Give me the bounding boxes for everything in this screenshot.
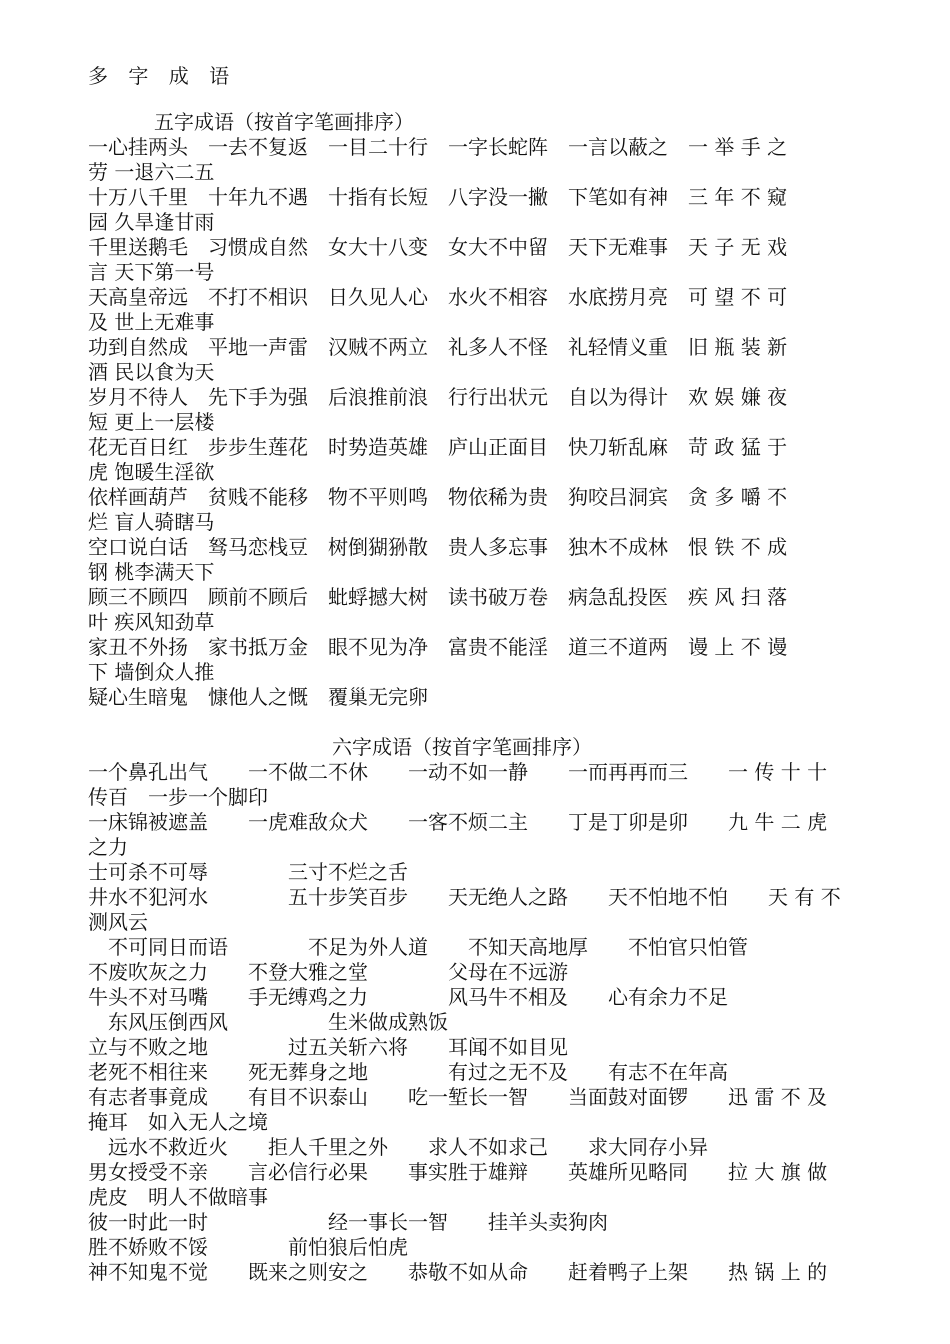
six-char-line: 东风压倒西风 生米做成熟饭 xyxy=(88,1010,448,1034)
five-char-line: 依样画葫芦 贫贱不能移 物不平则鸣 物依稀为贵 狗咬吕洞宾 贪 多 嚼 不 xyxy=(88,485,788,509)
five-char-line: 下 墙倒众人推 xyxy=(88,660,215,684)
six-char-line: 有志者事竟成 有目不识泰山 吃一堑长一智 当面鼓对面锣 迅 雷 不 及 xyxy=(88,1085,828,1109)
five-char-line: 顾三不顾四 顾前不顾后 蚍蜉撼大树 读书破万卷 病急乱投医 疾 风 扫 落 xyxy=(88,585,788,609)
five-char-line: 十万八千里 十年九不遇 十指有长短 八字没一撇 下笔如有神 三 年 不 窥 xyxy=(88,185,788,209)
six-char-line: 一个鼻孔出气 一不做二不休 一动不如一静 一而再再而三 一 传 十 十 xyxy=(88,760,828,784)
five-char-line: 岁月不待人 先下手为强 后浪推前浪 行行出状元 自以为得计 欢 娱 嫌 夜 xyxy=(88,385,788,409)
six-char-line: 彼一时此一时 经一事长一智 挂羊头卖狗肉 xyxy=(88,1210,608,1234)
six-char-line: 虎皮 明人不做暗事 xyxy=(88,1185,268,1209)
six-char-line: 之力 xyxy=(88,835,128,859)
six-char-line: 胜不娇败不馁 前怕狼后怕虎 xyxy=(88,1235,408,1259)
five-char-line: 短 更上一层楼 xyxy=(88,410,215,434)
five-char-line: 园 久旱逢甘雨 xyxy=(88,210,215,234)
six-char-section xyxy=(88,735,863,1285)
six-char-heading: 六字成语（按首字笔画排序） xyxy=(332,735,592,759)
six-char-line: 传百 一步一个脚印 xyxy=(88,785,268,809)
five-char-line: 千里送鹅毛 习惯成自然 女大十八变 女大不中留 天下无难事 天 子 无 戏 xyxy=(88,235,788,259)
five-char-line: 花无百日红 步步生莲花 时势造英雄 庐山正面目 快刀斩乱麻 苛 政 猛 于 xyxy=(88,435,788,459)
five-char-heading: 五字成语（按首字笔画排序） xyxy=(154,110,414,134)
six-char-line: 一床锦被遮盖 一虎难敌众犬 一客不烦二主 丁是丁卯是卯 九 牛 二 虎 xyxy=(88,810,828,834)
five-char-line: 酒 民以食为天 xyxy=(88,360,215,384)
five-char-line: 及 世上无难事 xyxy=(88,310,215,334)
six-char-line: 掩耳 如入无人之境 xyxy=(88,1110,268,1134)
five-char-line: 烂 盲人骑瞎马 xyxy=(88,510,215,534)
five-char-line: 天高皇帝远 不打不相识 日久见人心 水火不相容 水底捞月亮 可 望 不 可 xyxy=(88,285,788,309)
five-char-line: 功到自然成 平地一声雷 汉贼不两立 礼多人不怪 礼轻情义重 旧 瓶 装 新 xyxy=(88,335,788,359)
six-char-line: 井水不犯河水 五十步笑百步 天无绝人之路 天不怕地不怕 天 有 不 xyxy=(88,885,841,909)
five-char-line: 虎 饱暖生淫欲 xyxy=(88,460,215,484)
five-char-line: 空口说白话 驽马恋栈豆 树倒猢狲散 贵人多忘事 独木不成林 恨 铁 不 成 xyxy=(88,535,788,559)
six-char-line: 测风云 xyxy=(88,910,148,934)
six-char-line: 牛头不对马嘴 手无缚鸡之力 风马牛不相及 心有余力不足 xyxy=(88,985,728,1009)
five-char-line: 言 天下第一号 xyxy=(88,260,215,284)
five-char-line: 家丑不外扬 家书抵万金 眼不见为净 富贵不能淫 道三不道两 谩 上 不 谩 xyxy=(88,635,788,659)
five-char-line: 劳 一退六二五 xyxy=(88,160,215,184)
six-char-line: 神不知鬼不觉 既来之则安之 恭敬不如从命 赶着鸭子上架 热 锅 上 的 xyxy=(88,1260,828,1284)
page-title: 多 字 成 语 xyxy=(88,64,237,88)
five-char-line: 钢 桃李满天下 xyxy=(88,560,215,584)
five-char-line: 疑心生暗鬼 慷他人之慨 覆巢无完卵 xyxy=(88,685,428,709)
five-char-section xyxy=(88,110,863,710)
six-char-line: 老死不相往来 死无葬身之地 有过之无不及 有志不在年高 xyxy=(88,1060,728,1084)
six-char-line: 男女授受不亲 言必信行必果 事实胜于雄辩 英雄所见略同 拉 大 旗 做 xyxy=(88,1160,828,1184)
six-char-line: 士可杀不可辱 三寸不烂之舌 xyxy=(88,860,408,884)
six-char-line: 远水不救近火 拒人千里之外 求人不如求己 求大同存小异 xyxy=(88,1135,708,1159)
five-char-line: 叶 疾风知劲草 xyxy=(88,610,215,634)
six-char-line: 立与不败之地 过五关斩六将 耳闻不如目见 xyxy=(88,1035,568,1059)
five-char-line: 一心挂两头 一去不复返 一目二十行 一字长蛇阵 一言以蔽之 一 举 手 之 xyxy=(88,135,788,159)
six-char-line: 不废吹灰之力 不登大雅之堂 父母在不远游 xyxy=(88,960,568,984)
six-char-line: 不可同日而语 不足为外人道 不知天高地厚 不怕官只怕管 xyxy=(88,935,748,959)
